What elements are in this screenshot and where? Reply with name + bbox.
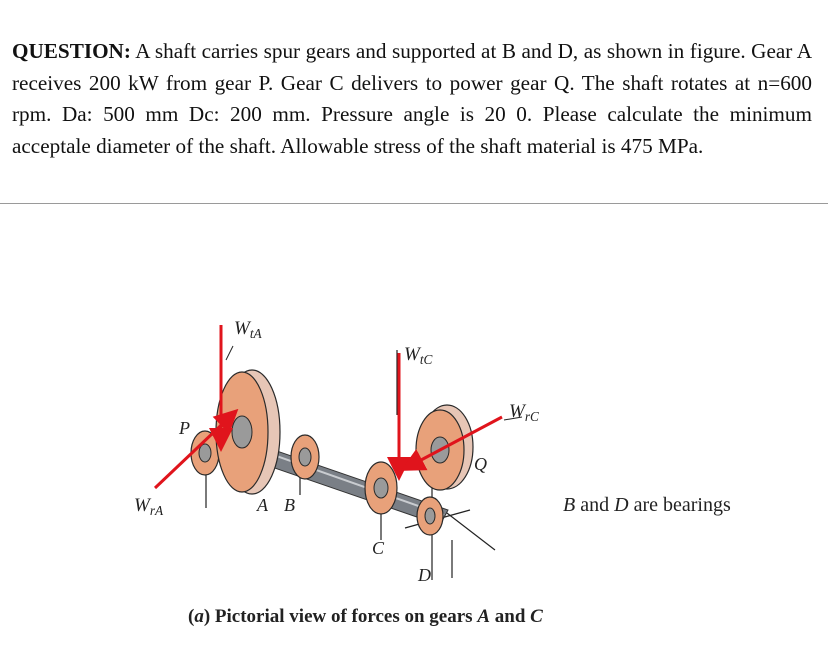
divider-line: [0, 203, 828, 204]
label-d: D: [418, 565, 431, 585]
label-c: C: [372, 538, 385, 558]
gear-shaft-illustration: [0, 210, 828, 651]
label-wtc: $W_{tC}$: [404, 344, 433, 367]
label-wta: $W_{tA}$: [234, 318, 262, 341]
figure: [0, 210, 828, 651]
question-body: A shaft carries spur gears and supported at B and D, as shown in figure. Gear A receives 200 kW from gear P. Gear C delivers to power gear Q. The shaft rotates at n=600 rpm. Da: 500 mm Dc: 200 mm. Pressure angle is 20 0. Please calculate the minimum acceptale diameter of the shaft. Allowable stress of the shaft material is 475 MPa.: [12, 39, 812, 158]
label-b: B: [284, 495, 295, 515]
bearing-note: B and D are bearings: [563, 494, 731, 516]
question-heading: QUESTION:: [12, 39, 131, 63]
question-text: [12, 36, 812, 162]
label-a: A: [257, 495, 268, 515]
label-p: P: [179, 418, 190, 438]
label-wrc: $W_{rC}$: [509, 401, 539, 424]
label-wra: $W_{rA}$: [134, 495, 164, 518]
figure-caption: (a) Pictorial view of forces on gears A and C: [188, 606, 543, 627]
label-q: Q: [474, 454, 487, 474]
